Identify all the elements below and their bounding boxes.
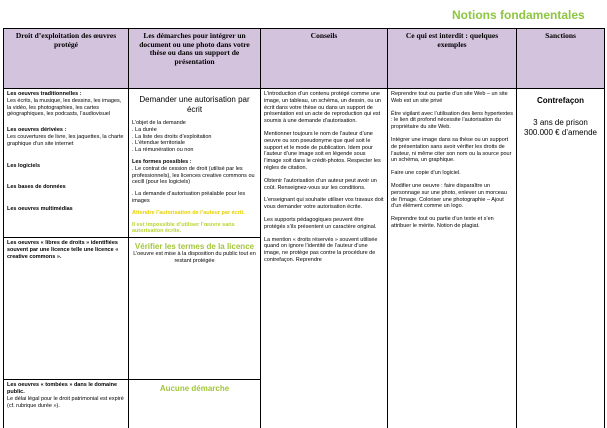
cell-sanctions [517,89,605,428]
interdit-paragraph: Être vigilant avec l’utilisation des liens hypertextes : le lien dit profond nécessite l’autorisation du propriétaire du site Web. [391,110,513,131]
demande-item: L’objet de la demande [132,120,186,126]
interdit-paragraph: Reprendre tout ou partie d’un texte et s’en attribuer le mérite. Notion de plagiat. [391,216,494,229]
deriv-text: Les couvertures de livre, les jaquettes, la charte graphique d’un site internet [7,133,124,147]
demande-item: . La liste des droits d’exploitation [132,133,212,140]
contrefacon-title: Contrefaçon [536,96,585,105]
page-title: Notions fondamentales [452,8,585,22]
interdit-paragraph: Faire une copie d’un logiciel. [391,170,461,177]
conseil-paragraph: L’introduction d’un contenu protégé comme une image, un tableau, un schéma, un dessin, ou un écrit dans votre thèse ou dans un support de présentation est un acte de reproduction qui est soumis à une demande d’autorisation. [264,91,382,125]
demande-item: . L’étendue territoriale [132,140,185,147]
conseil-paragraph: La mention « droits réservés » souvent utilisée quand on ignore l’identité de l’auteur d’une image, ne protège pas contre la procédure de contrefaçon. Reprendre [264,236,378,263]
cell-oeuvres-protegees [4,89,129,238]
aucune-title: Aucune démarche [159,384,230,394]
cell-verifier-licence [129,238,261,380]
conseil-paragraph: Mentionner toujours le nom de l’auteur d’une oeuvre ou son pseudonyme que quel soit le support et le mode de publication. Idem pour l’auteur d’une image soit en légende sous l’image soit dans le crédit-photos. Respecter les règles de citation. [264,130,381,171]
header-sanctions: Sanctions [517,29,605,89]
sanction-text: 3 ans de prison 300.000 € d’amende [524,118,597,137]
demande-title: Demander une autorisation par écrit [139,95,250,114]
conseil-paragraph: Les supports pédagogiques peuvent être protégés s’ils présentent un caractère original. [264,216,377,230]
libres-text: Les oeuvres « libres de droits » identifiées souvent par une licence telle une licence « creative commons ». [7,240,119,260]
header-droit-exploitation: Droit d’exploitation des œuvres protégé [4,29,129,89]
interdit-paragraph: Reprendre tout ou partie d’un site Web – un site Web est un site privé [391,91,508,104]
demande-item: . La durée [132,126,157,133]
cell-domaine-public [4,380,129,428]
bases-label: Les bases de données [7,184,66,191]
interdit-paragraph: Intégrer une image dans sa thèse ou un support de présentation sans avoir vérifier les droits de l’auteur, ni même citer son nom ou la source pour un schéma, un graphique. [391,136,512,164]
cell-aucune-demarche [129,380,261,428]
notions-table [3,28,605,428]
formes-title: Les formes possibles : [132,158,192,165]
trad-title: Les oeuvres traditionnelles : [7,91,82,97]
verifier-text: L’oeuvre est mise à la disposition du public tout en restant protégée [133,251,256,264]
domaine-title: Les oeuvres « tombées » dans le domaine public. [7,382,118,395]
table-row [4,89,605,238]
domaine-text: Le délai légal pour le droit patrimonial est expiré (cf. rubrique durée »). [7,395,124,409]
attendre-text: Attendre l’autorisation de l’auteur par écrit. [132,209,245,216]
cell-conseils [261,89,388,428]
demande-item: . La rémunération ou non [132,147,194,154]
cell-demarches [129,89,261,238]
cell-libres-de-droits [4,238,129,380]
header-conseils: Conseils [261,29,388,89]
cell-interdit [388,89,517,428]
table-header-row [4,29,605,89]
multimedia-label: Les oeuvres multimédias [7,206,73,213]
deriv-title: Les oeuvres dérivées : [7,127,67,134]
logiciels-label: Les logiciels [7,162,41,169]
trad-text: Les écrits, la musique, les dessins, les images, la vidéo, les photographies, les cartes géographiques, les podcasts, l’audiovisuel [7,97,122,118]
conseil-paragraph: L’enseignant qui souhaite utiliser vos travaux doit vous demander votre autorisation écrite. [264,197,384,211]
conseil-paragraph: Obtenir l’autorisation d’un auteur peut avoir un coût. Renseignez-vous sur les conditions. [264,177,377,191]
formes-text: . Le contrat de cession de droit (utilisé par les professionnels), les licences creative commons ou cecill (pour les logiciels) [132,165,255,186]
impossible-text: Il est impossible d’utiliser l’œuvre sans autorisation écrite. [132,221,235,235]
header-interdit: Ce qui est interdit : quelques exemples [388,29,517,89]
header-demarches: Les démarches pour intégrer un document ou une photo dans votre thèse ou dans un support de présentation [129,29,261,89]
interdit-paragraph: Modifier une oeuvre : faire disparaître un personnage sur une photo, enlever un morceau de l’image. Coloriser une photographie – Ajout d’un élément comme un logo. [391,182,507,210]
verifier-title: Vérifier les termes de la licence [134,242,255,252]
images-text: . La demande d’autorisation préalable pour les images [132,191,246,204]
